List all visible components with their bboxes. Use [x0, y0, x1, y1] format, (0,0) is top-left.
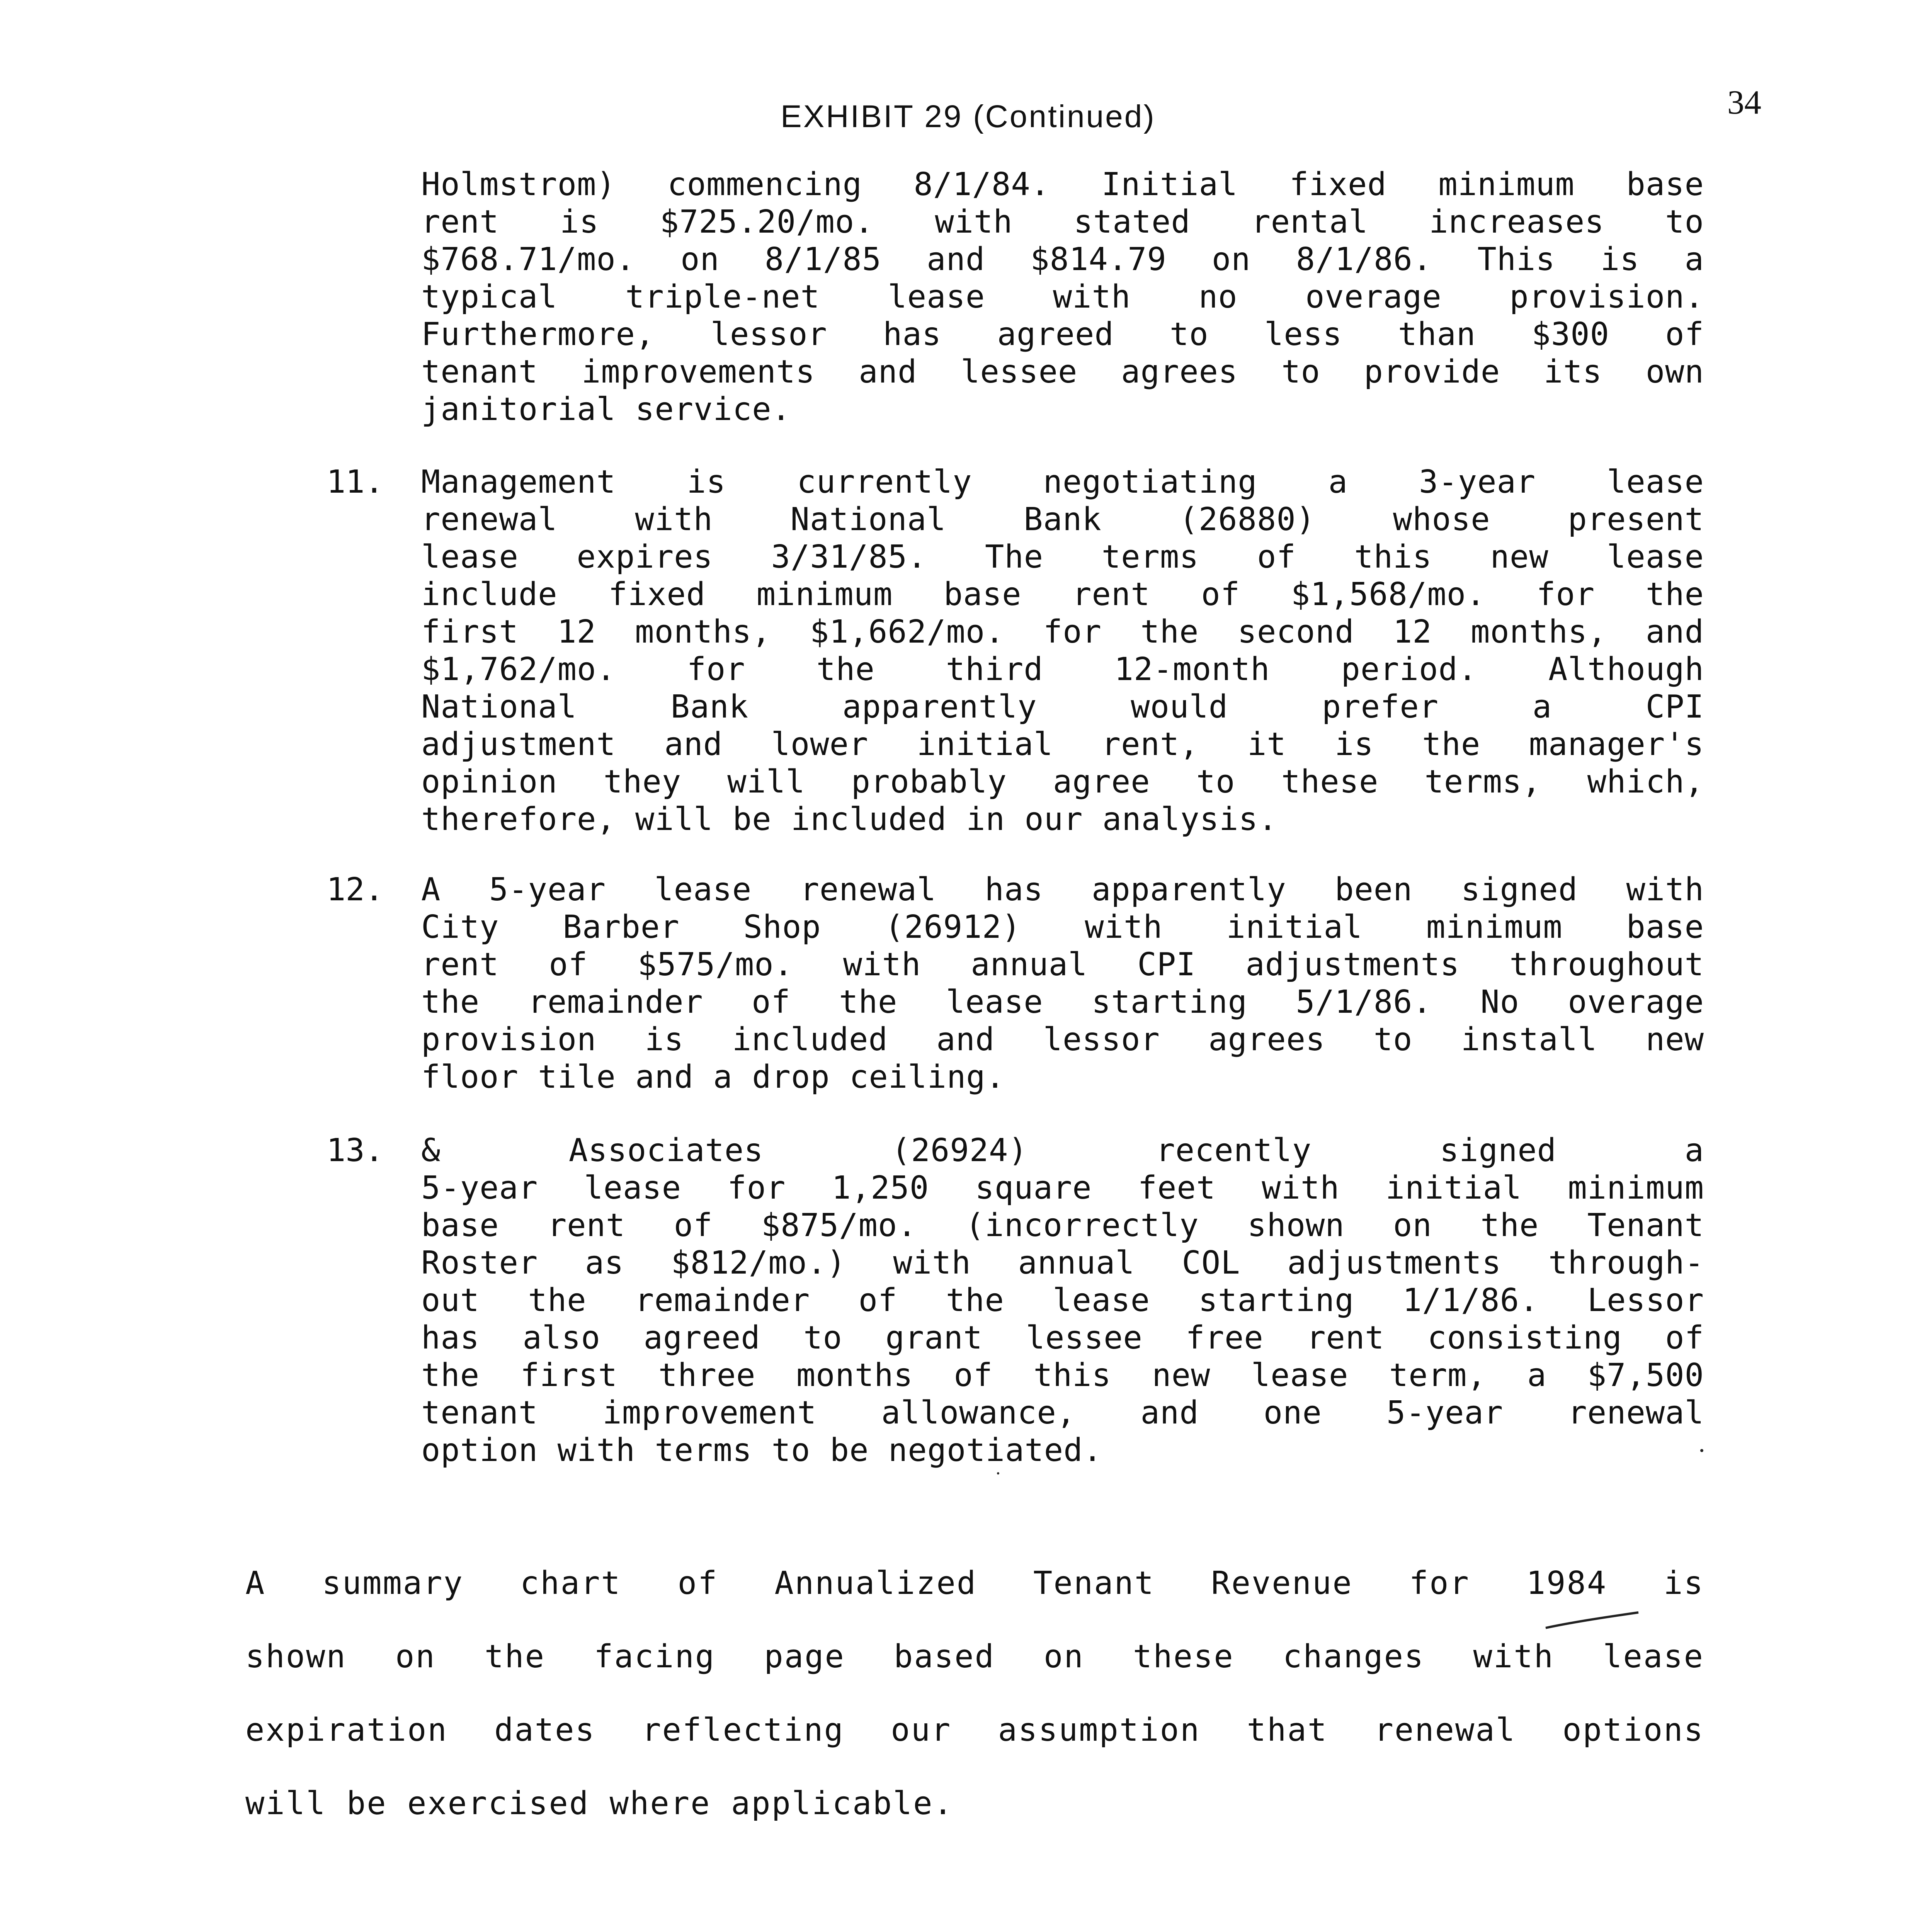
text-line: A summary chart of Annualized Tenant Revenue for 1984 is — [245, 1565, 1704, 1602]
text-line: typical triple-net lease with no overage provision. — [421, 279, 1704, 315]
text-line: will be exercised where applicable. — [245, 1785, 954, 1822]
text-line: tenant improvements and lessee agrees to provide its own — [421, 354, 1704, 390]
handwritten-underline-mark — [1542, 1611, 1642, 1634]
text-line: rent is $725.20/mo. with stated rental increases to — [421, 204, 1704, 240]
item-number: 12. — [327, 871, 384, 908]
text-line: opinion they will probably agree to these terms, which, — [421, 764, 1704, 800]
text-line: therefore, will be included in our analysis. — [421, 801, 1278, 838]
text-line: Management is currently negotiating a 3-year lease — [421, 464, 1704, 500]
text-line: the first three months of this new lease term, a $7,500 — [421, 1357, 1704, 1394]
page-title: EXHIBIT 29 (Continued) — [781, 99, 1156, 134]
text-line: adjustment and lower initial rent, it is the manager's — [421, 726, 1704, 763]
text-line: has also agreed to grant lessee free rent consisting of — [421, 1320, 1704, 1356]
text-line: Roster as $812/mo.) with annual COL adjustments through- — [421, 1245, 1704, 1281]
stray-mark — [1700, 1449, 1703, 1452]
text-line: & Associates (26924) recently signed a — [421, 1132, 1704, 1169]
text-line: floor tile and a drop ceiling. — [421, 1059, 1005, 1095]
text-line: $1,762/mo. for the third 12-month period. Although — [421, 651, 1704, 688]
text-line: first 12 months, $1,662/mo. for the second 12 months, and — [421, 614, 1704, 650]
text-line: janitorial service. — [421, 391, 791, 428]
text-line: $768.71/mo. on 8/1/85 and $814.79 on 8/1/86. This is a — [421, 241, 1704, 278]
text-line: A 5-year lease renewal has apparently been signed with — [421, 871, 1704, 908]
text-line: shown on the facing page based on these changes with lease — [245, 1638, 1704, 1675]
text-line: City Barber Shop (26912) with initial minimum base — [421, 909, 1704, 946]
text-line: option with terms to be negotiated. — [421, 1432, 1102, 1469]
text-line: Furthermore, lessor has agreed to less than $300 of — [421, 316, 1704, 353]
text-line: include fixed minimum base rent of $1,568/mo. for the — [421, 576, 1704, 613]
text-line: tenant improvement allowance, and one 5-year renewal — [421, 1395, 1704, 1431]
text-line: provision is included and lessor agrees to install new — [421, 1021, 1704, 1058]
text-line: National Bank apparently would prefer a CPI — [421, 689, 1704, 725]
stray-mark — [997, 1472, 999, 1475]
text-line: expiration dates reflecting our assumption that renewal options — [245, 1712, 1704, 1748]
text-line: lease expires 3/31/85. The terms of this new lease — [421, 539, 1704, 575]
text-line: 5-year lease for 1,250 square feet with initial minimum — [421, 1170, 1704, 1206]
text-line: rent of $575/mo. with annual CPI adjustments throughout — [421, 946, 1704, 983]
page-number: 34 — [1727, 84, 1761, 121]
item-number: 13. — [327, 1132, 384, 1169]
text-line: renewal with National Bank (26880) whose present — [421, 501, 1704, 538]
item-number: 11. — [327, 464, 384, 500]
text-line: out the remainder of the lease starting 1/1/86. Lessor — [421, 1282, 1704, 1319]
text-line: Holmstrom) commencing 8/1/84. Initial fixed minimum base — [421, 166, 1704, 203]
text-line: the remainder of the lease starting 5/1/86. No overage — [421, 984, 1704, 1020]
text-line: base rent of $875/mo. (incorrectly shown on the Tenant — [421, 1207, 1704, 1244]
